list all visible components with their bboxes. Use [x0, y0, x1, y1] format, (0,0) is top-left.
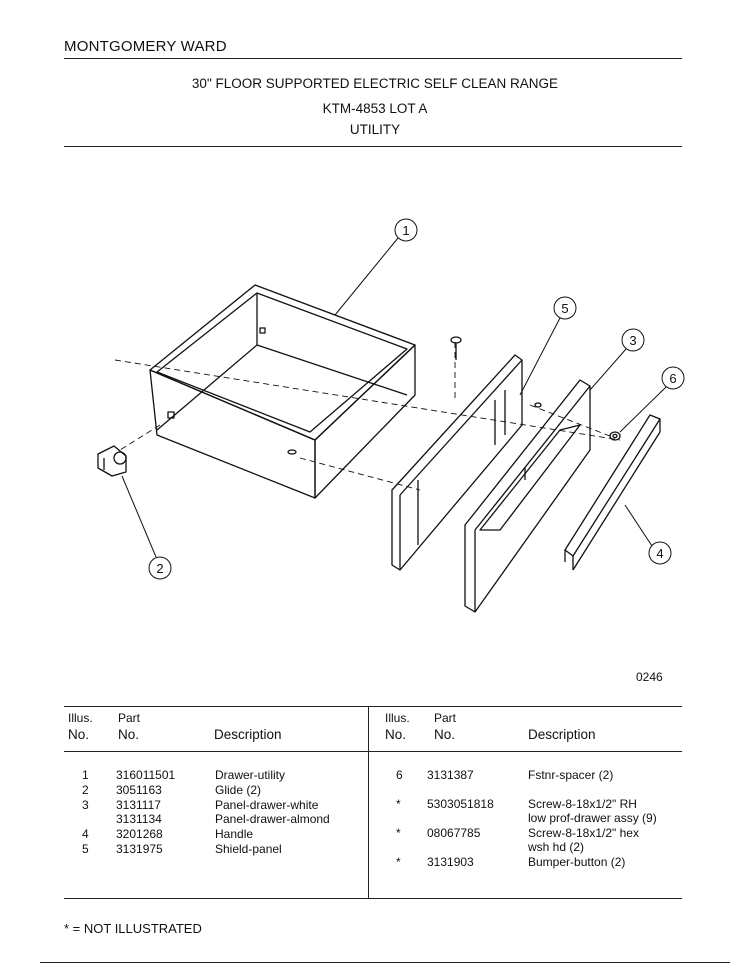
callout-5-label: 5	[561, 301, 569, 316]
illus-number: *	[396, 826, 401, 840]
callout-1-label: 1	[402, 223, 410, 238]
part-description: Bumper-button (2)	[528, 855, 626, 869]
part-description: Panel-drawer-white	[215, 798, 319, 812]
part-description: Fstnr-spacer (2)	[528, 768, 614, 782]
assembly-guide-lines	[115, 342, 620, 490]
part-number: 3201268	[116, 827, 163, 841]
left-illus-no-header: No.	[68, 727, 90, 742]
part-description: Screw-8-18x1/2" RH	[528, 797, 637, 811]
illus-number: 3	[82, 798, 89, 812]
fastener-spacer-part	[610, 432, 620, 440]
part-description: Handle	[215, 827, 254, 841]
model-number: KTM-4853 LOT A	[322, 101, 428, 116]
part-description-continued: low prof-drawer assy (9)	[528, 811, 657, 825]
left-description-header: Description	[214, 727, 282, 742]
right-illus-no-header: No.	[385, 727, 407, 742]
callout-4-label: 4	[656, 546, 664, 561]
part-description: Shield-panel	[215, 842, 282, 856]
right-part-no-header: No.	[434, 727, 456, 742]
illus-number: *	[396, 797, 401, 811]
callout-4	[625, 505, 671, 564]
page-title: 30" FLOOR SUPPORTED ELECTRIC SELF CLEAN RANGE	[191, 76, 559, 91]
page-bottom-rule	[40, 962, 730, 963]
screw-part	[451, 337, 461, 360]
left-illus-header: Illus.	[68, 711, 93, 725]
brand-name: MONTGOMERY WARD	[64, 38, 227, 55]
drawer-utility-part	[150, 285, 415, 498]
callout-2-label: 2	[156, 561, 164, 576]
section-title: UTILITY	[349, 122, 401, 137]
drawer-panel-part	[465, 380, 590, 612]
right-description-header: Description	[528, 727, 596, 742]
illus-number: 5	[82, 842, 89, 856]
table-rule-top	[64, 706, 682, 707]
part-description: Screw-8-18x1/2" hex	[528, 826, 639, 840]
figure-number: 0246	[636, 670, 663, 684]
part-description: Drawer-utility	[215, 768, 286, 782]
right-part-header: Part	[434, 711, 457, 725]
callout-2	[122, 476, 171, 579]
left-part-no-header: No.	[118, 727, 140, 742]
part-number: 08067785	[427, 826, 481, 840]
callout-3-label: 3	[629, 333, 637, 348]
table-column-divider	[368, 706, 369, 898]
illus-number: *	[396, 855, 401, 869]
callout-5	[520, 297, 576, 395]
exploded-parts-diagram	[60, 200, 690, 620]
part-number: 316011501	[116, 768, 176, 782]
header-rule-top	[64, 58, 682, 59]
part-number: 3131387	[427, 768, 474, 782]
illus-number: 1	[82, 768, 89, 782]
callout-6	[620, 367, 684, 432]
part-description-continued: wsh hd (2)	[528, 840, 585, 854]
callout-1	[335, 219, 417, 315]
footnote: * = NOT ILLUSTRATED	[64, 921, 202, 936]
illus-number: 4	[82, 827, 89, 841]
part-number: 3131903	[427, 855, 474, 869]
glide-part	[98, 446, 126, 476]
illus-number: 2	[82, 783, 89, 797]
table-header-rule	[64, 751, 682, 752]
right-illus-header: Illus.	[385, 711, 410, 725]
part-description: Panel-drawer-almond	[215, 812, 330, 826]
part-number: 5303051818	[427, 797, 494, 811]
left-part-header: Part	[118, 711, 141, 725]
part-description: Glide (2)	[215, 783, 262, 797]
table-rule-bottom	[64, 898, 682, 899]
handle-part	[565, 415, 660, 570]
part-number: 3131975	[116, 842, 163, 856]
header-rule-bottom	[64, 146, 682, 147]
illus-number: 6	[396, 768, 403, 782]
callout-6-label: 6	[669, 371, 677, 386]
part-number: 3131134	[116, 812, 162, 826]
part-number: 3131117	[116, 798, 161, 812]
callout-3	[590, 329, 644, 390]
part-number: 3051163	[116, 783, 162, 797]
